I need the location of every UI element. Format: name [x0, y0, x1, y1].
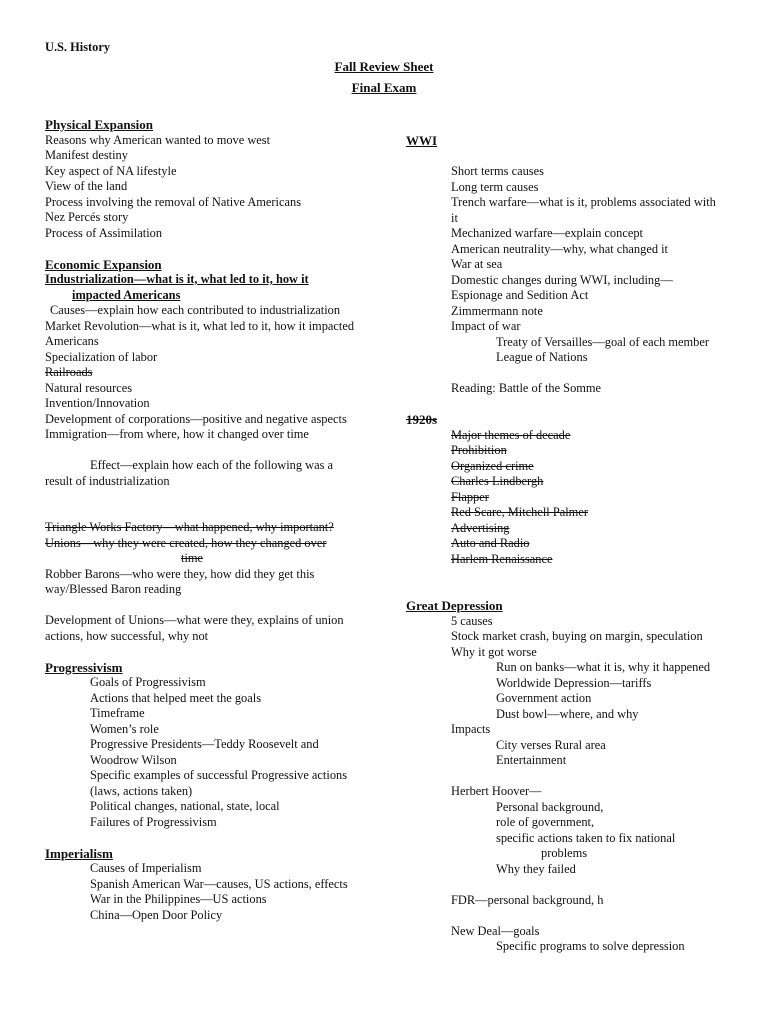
list-item: Specialization of labor	[45, 349, 158, 364]
list-item: Stock market crash, buying on margin, speculation	[451, 629, 703, 643]
list-item: it	[451, 210, 458, 225]
section-heading-physical-expansion: Physical Expansion	[45, 117, 154, 132]
list-item: Nez Percés story	[45, 210, 129, 224]
list-item: Entertainment	[496, 753, 567, 767]
list-item: Railroads	[45, 365, 93, 379]
list-item: Why it got worse	[451, 644, 537, 659]
list-item: Americans	[45, 334, 99, 348]
list-item: Goals of Progressivism	[90, 675, 206, 689]
list-item: Charles Lindbergh	[451, 474, 544, 488]
list-item: Manifest destiny	[45, 148, 128, 162]
list-item: Natural resources	[45, 380, 133, 395]
list-item: Development of Unions—what were they, explains of union	[45, 613, 344, 627]
list-item: Run on banks—what it is, why it happened	[496, 660, 711, 674]
list-item: Impact of war	[451, 319, 521, 333]
list-item: problems	[541, 846, 588, 860]
list-item: Women’s role	[90, 721, 159, 736]
list-item: Red Scare, Mitchell Palmer	[451, 505, 588, 519]
list-item: Unions—why they were created, how they changed over	[45, 535, 327, 550]
list-item: Actions that helped meet the goals	[90, 690, 262, 705]
list-item: Causes of Imperialism	[90, 861, 202, 875]
list-item: Invention/Innovation	[45, 396, 150, 410]
list-item: Spanish American War—causes, US actions, effects	[90, 876, 348, 891]
list-item: New Deal—goals	[451, 923, 540, 938]
page-title: Fall Review Sheet	[334, 59, 434, 74]
list-item: Specific programs to solve depression	[496, 939, 685, 953]
list-item: Short terms causes	[451, 164, 544, 178]
list-item: China—Open Door Policy	[90, 907, 223, 922]
section-heading-wwi: WWI	[406, 133, 438, 148]
list-item: War at sea	[451, 257, 503, 271]
list-item: Effect—explain how each of the following was a	[90, 458, 334, 472]
list-item: Reading: Battle of the Somme	[451, 381, 602, 395]
list-item: (laws, actions taken)	[90, 783, 193, 798]
list-item: Advertising	[451, 520, 510, 535]
list-item: result of industrialization	[45, 473, 170, 488]
list-item: Triangle Works Factory—what happened, why important?	[45, 520, 334, 534]
list-item: Robber Barons—who were they, how did they get this	[45, 566, 315, 581]
list-item: Why they failed	[496, 861, 576, 876]
list-item: Political changes, national, state, local	[90, 799, 280, 813]
list-item: Espionage and Sedition Act	[451, 288, 589, 302]
list-item: Mechanized warfare—explain concept	[451, 226, 643, 240]
list-item: League of Nations	[496, 350, 588, 364]
list-item: Causes—explain how each contributed to industrialization	[50, 303, 341, 317]
list-item: Government action	[496, 691, 592, 705]
list-item: Treaty of Versailles—goal of each member	[496, 334, 709, 349]
list-item: Process of Assimilation	[45, 225, 163, 240]
list-item: Process involving the removal of Native Americans	[45, 194, 302, 209]
list-item: Major themes of decade	[451, 427, 571, 442]
list-item: Harlem Renaissance	[451, 551, 553, 566]
section-heading-great-depression: Great Depression	[406, 598, 503, 613]
page-subtitle: Final Exam	[351, 80, 417, 95]
list-item: City verses Rural area	[496, 737, 606, 752]
right-column	[406, 133, 736, 955]
list-item: specific actions taken to fix national	[496, 830, 676, 845]
list-item: Domestic changes during WWI, including—	[451, 272, 673, 287]
list-item: Failures of Progressivism	[90, 814, 217, 829]
list-item: role of government,	[496, 815, 595, 829]
list-item: Worldwide Depression—tariffs	[496, 675, 652, 690]
list-item: Market Revolution—what is it, what led to it, how it impacted	[45, 318, 355, 333]
list-item: Auto and Radio	[451, 536, 530, 550]
list-item: impacted Americans	[72, 287, 181, 302]
list-item: Long term causes	[451, 179, 539, 194]
list-item: way/Blessed Baron reading	[45, 582, 182, 596]
section-heading-economic-expansion: Economic Expansion	[45, 256, 162, 272]
list-item: Impacts	[451, 722, 491, 736]
list-item: Industrialization—what is it, what led to it, how it	[45, 272, 309, 286]
list-item: Immigration—from where, how it changed over time	[45, 427, 309, 441]
list-item: Prohibition	[451, 443, 507, 457]
list-item: Key aspect of NA lifestyle	[45, 163, 177, 178]
list-item: Herbert Hoover—	[451, 784, 542, 798]
list-item: Specific examples of successful Progressive actions	[90, 768, 348, 782]
list-item: actions, how successful, why not	[45, 628, 209, 643]
list-item: Progressive Presidents—Teddy Roosevelt and	[90, 737, 319, 751]
list-item: War in the Philippines—US actions	[90, 892, 267, 906]
list-item: Dust bowl—where, and why	[496, 706, 639, 721]
list-item: Woodrow Wilson	[90, 752, 177, 767]
list-item: 5 causes	[451, 613, 493, 628]
list-item: View of the land	[45, 179, 128, 193]
list-item: Organized crime	[451, 458, 534, 473]
course-label: U.S. History	[45, 40, 111, 54]
list-item: time	[181, 551, 204, 565]
list-item: Development of corporations—positive and negative aspects	[45, 411, 347, 426]
section-heading-1920s: 1920s	[406, 412, 438, 427]
left-column	[45, 117, 375, 923]
section-heading-imperialism: Imperialism	[45, 845, 113, 861]
list-item: Personal background,	[496, 799, 604, 814]
list-item: Zimmermann note	[451, 303, 543, 318]
list-item: American neutrality—why, what changed it	[451, 241, 668, 256]
list-item: Flapper	[451, 489, 489, 504]
list-item: FDR—personal background, h	[451, 892, 604, 907]
list-item: Timeframe	[90, 706, 145, 720]
list-item: Trench warfare—what is it, problems associated with	[451, 195, 716, 209]
list-item: Reasons why American wanted to move west	[45, 132, 271, 147]
section-heading-progressivism: Progressivism	[45, 659, 123, 675]
